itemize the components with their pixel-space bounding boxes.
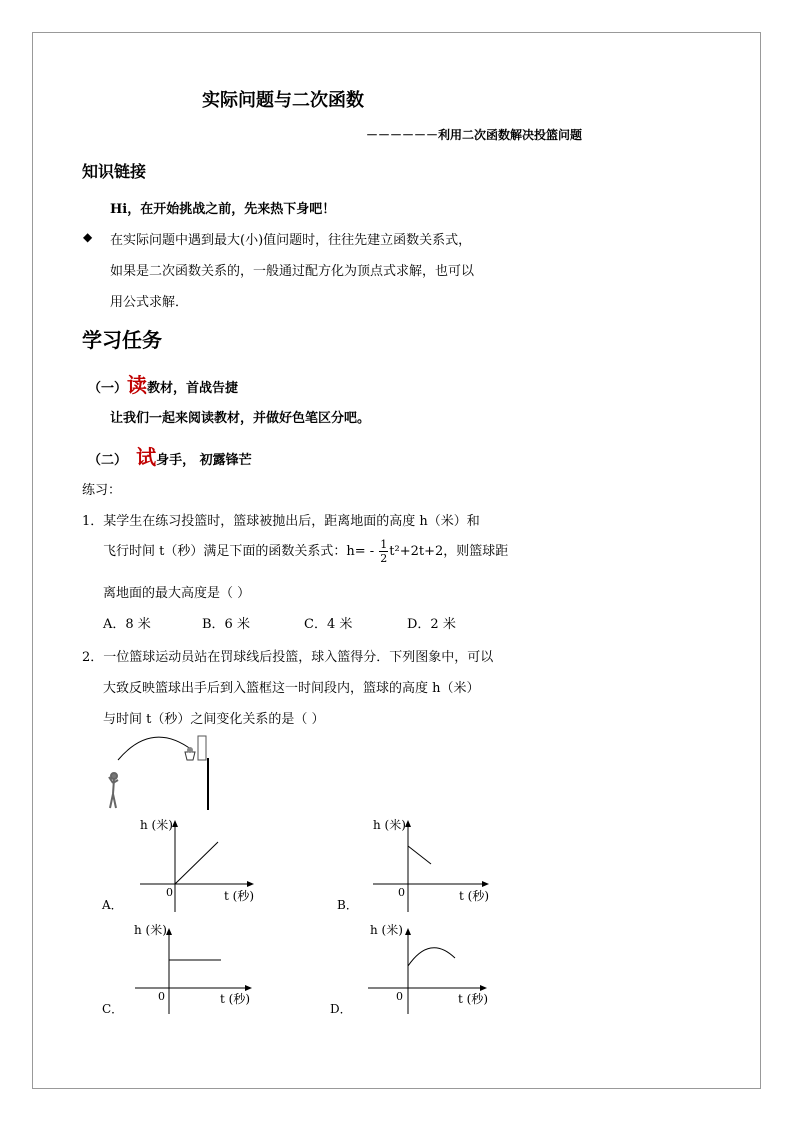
- graph-a-x-arrow-icon: [247, 881, 254, 887]
- ball-trajectory: [118, 737, 192, 760]
- graph-a-ylabel: h (米): [140, 818, 173, 832]
- hoop-net: [185, 752, 195, 760]
- page-title: 实际问题与二次函数: [202, 90, 364, 111]
- graph-a: [100, 812, 270, 917]
- graph-b: [335, 812, 505, 917]
- q2-line-3: 与时间 t（秒）之间变化关系的是（ ）: [103, 712, 325, 727]
- graph-c-letter: C．: [102, 1002, 124, 1016]
- graph-b-ylabel: h (米): [373, 818, 406, 832]
- q1-line-2-b: t²+2t+2，则篮球距: [389, 544, 509, 559]
- q1-option-b: B．6 米: [202, 617, 250, 632]
- graph-c: [100, 918, 270, 1018]
- graph-a-xlabel: t (秒): [224, 889, 255, 903]
- q1-fraction-den: 2: [380, 552, 388, 565]
- graph-c-origin: 0: [158, 990, 165, 1003]
- task2-prefix: （二）: [88, 453, 128, 468]
- graph-d-origin: 0: [396, 990, 403, 1003]
- knowledge-line-1: 在实际问题中遇到最大(小)值问题时，往往先建立函数关系式，: [110, 233, 472, 248]
- section-knowledge-heading: 知识链接: [82, 162, 147, 181]
- graph-c-ylabel: h (米): [134, 923, 167, 937]
- task2-rest: 身手， 初露锋芒: [156, 453, 252, 468]
- graph-d-xlabel: t (秒): [458, 992, 489, 1006]
- graph-c-xlabel: t (秒): [220, 992, 251, 1006]
- graph-b-origin: 0: [398, 886, 405, 899]
- backboard: [198, 736, 206, 760]
- task2-heading: [88, 441, 252, 470]
- q1-option-d: D．2 米: [407, 617, 456, 632]
- greeting-text: Hi，在开始挑战之前，先来热下身吧！: [110, 202, 336, 217]
- task2-big-char: 试: [136, 445, 157, 469]
- knowledge-line-2: 如果是二次函数关系的，一般通过配方化为顶点式求解，也可以: [110, 264, 475, 279]
- graph-b-letter: B．: [337, 898, 358, 912]
- graph-d-y-arrow-icon: [405, 928, 411, 935]
- graph-d: [328, 918, 503, 1018]
- graph-c-x-arrow-icon: [245, 985, 252, 991]
- q1-line-3: 离地面的最大高度是（ ）: [103, 586, 251, 601]
- task1-prefix: （一）: [88, 381, 128, 396]
- section-tasks-heading: 学习任务: [82, 328, 162, 352]
- q1-option-c: C．4 米: [304, 617, 353, 632]
- graph-b-xlabel: t (秒): [459, 889, 490, 903]
- task1-heading: [88, 369, 238, 398]
- q1-line-2: [103, 538, 508, 565]
- task1-description: 让我们一起来阅读教材，并做好色笔区分吧。: [110, 411, 371, 426]
- graph-a-curve: [175, 842, 218, 884]
- q1-fraction-num: 1: [380, 538, 388, 551]
- q1-line-1: 1．某学生在练习投篮时，篮球被抛出后，距离地面的高度 h（米）和: [82, 514, 480, 529]
- graph-d-ylabel: h (米): [370, 923, 403, 937]
- graph-d-curve: [408, 948, 455, 966]
- basketball-shot-illustration: [100, 728, 230, 818]
- q1-fraction: [379, 538, 388, 565]
- task1-big-char: 读: [127, 373, 148, 397]
- practice-label: 练习：: [82, 483, 122, 498]
- bullet-icon: ◆: [83, 230, 93, 244]
- q2-line-1: 2．一位篮球运动员站在罚球线后投篮，球入篮得分．下列图象中，可以: [82, 650, 494, 665]
- graph-a-origin: 0: [166, 886, 173, 899]
- player-figure-icon: [109, 773, 118, 808]
- q2-line-2: 大致反映篮球出手后到入篮框这一时间段内，篮球的高度 h（米）: [103, 681, 480, 696]
- graph-b-x-arrow-icon: [482, 881, 489, 887]
- graph-d-x-arrow-icon: [480, 985, 487, 991]
- page-subtitle: －－－－－－利用二次函数解决投篮问题: [366, 128, 583, 142]
- q1-line-2-a: 飞行时间 t（秒）满足下面的函数关系式：h= -: [103, 544, 379, 559]
- graph-b-curve: [408, 846, 431, 864]
- basketball-icon: [187, 747, 193, 753]
- q1-option-a: A．8 米: [103, 617, 151, 632]
- knowledge-line-3: 用公式求解．: [110, 295, 189, 310]
- graph-d-letter: D．: [330, 1002, 352, 1016]
- graph-a-letter: A．: [102, 898, 123, 912]
- task1-rest: 教材，首战告捷: [147, 381, 239, 396]
